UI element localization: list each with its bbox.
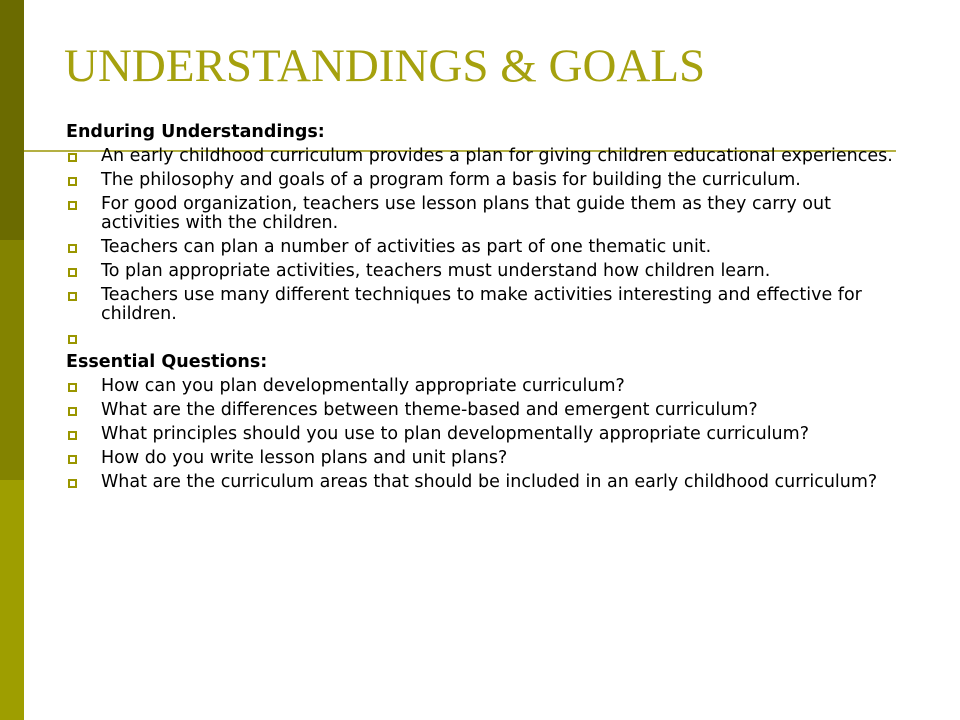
bullet-text: Teachers can plan a number of activities as part of one thematic unit.	[101, 237, 712, 257]
section-heading: Essential Questions:	[66, 352, 268, 372]
section-enduring-understandings	[66, 123, 906, 348]
list-item	[66, 171, 906, 190]
list-item	[66, 473, 906, 492]
section-heading: Enduring Understandings:	[66, 122, 325, 142]
list-item	[66, 147, 906, 166]
left-accent-band-bottom	[0, 480, 24, 720]
bullet-text: An early childhood curriculum provides a plan for giving children educational experiences.	[101, 146, 893, 166]
hollow-square-bullet-icon	[68, 153, 77, 162]
list-item	[66, 329, 906, 348]
list-item	[66, 401, 906, 420]
section-essential-questions	[66, 353, 906, 492]
hollow-square-bullet-icon	[68, 201, 77, 210]
left-accent-band-top	[0, 0, 24, 240]
bullet-list	[66, 147, 906, 348]
list-item	[66, 195, 906, 233]
list-item	[66, 449, 906, 468]
bullet-list	[66, 377, 906, 492]
hollow-square-bullet-icon	[68, 455, 77, 464]
list-item	[66, 286, 906, 324]
slide-body	[66, 123, 906, 497]
bullet-text: To plan appropriate activities, teachers must understand how children learn.	[101, 261, 771, 281]
hollow-square-bullet-icon	[68, 292, 77, 301]
hollow-square-bullet-icon	[68, 177, 77, 186]
hollow-square-bullet-icon	[68, 383, 77, 392]
list-item	[66, 377, 906, 396]
bullet-text: What principles should you use to plan developmentally appropriate curriculum?	[101, 424, 809, 444]
hollow-square-bullet-icon	[68, 479, 77, 488]
bullet-text: For good organization, teachers use lesson plans that guide them as they carry out activities with the children.	[101, 194, 831, 233]
hollow-square-bullet-icon	[68, 335, 77, 344]
bullet-text: What are the differences between theme-based and emergent curriculum?	[101, 400, 758, 420]
bullet-text: What are the curriculum areas that should be included in an early childhood curriculum?	[101, 472, 878, 492]
bullet-text: How can you plan developmentally appropriate curriculum?	[101, 376, 625, 396]
left-accent-band-middle	[0, 240, 24, 480]
bullet-text: Teachers use many different techniques to make activities interesting and effective for children.	[101, 285, 862, 324]
list-item	[66, 425, 906, 444]
slide-title: UNDERSTANDINGS & GOALS	[64, 40, 706, 92]
bullet-text: The philosophy and goals of a program form a basis for building the curriculum.	[101, 170, 801, 190]
list-item	[66, 262, 906, 281]
bullet-text: How do you write lesson plans and unit plans?	[101, 448, 508, 468]
hollow-square-bullet-icon	[68, 268, 77, 277]
hollow-square-bullet-icon	[68, 431, 77, 440]
list-item	[66, 238, 906, 257]
hollow-square-bullet-icon	[68, 244, 77, 253]
hollow-square-bullet-icon	[68, 407, 77, 416]
